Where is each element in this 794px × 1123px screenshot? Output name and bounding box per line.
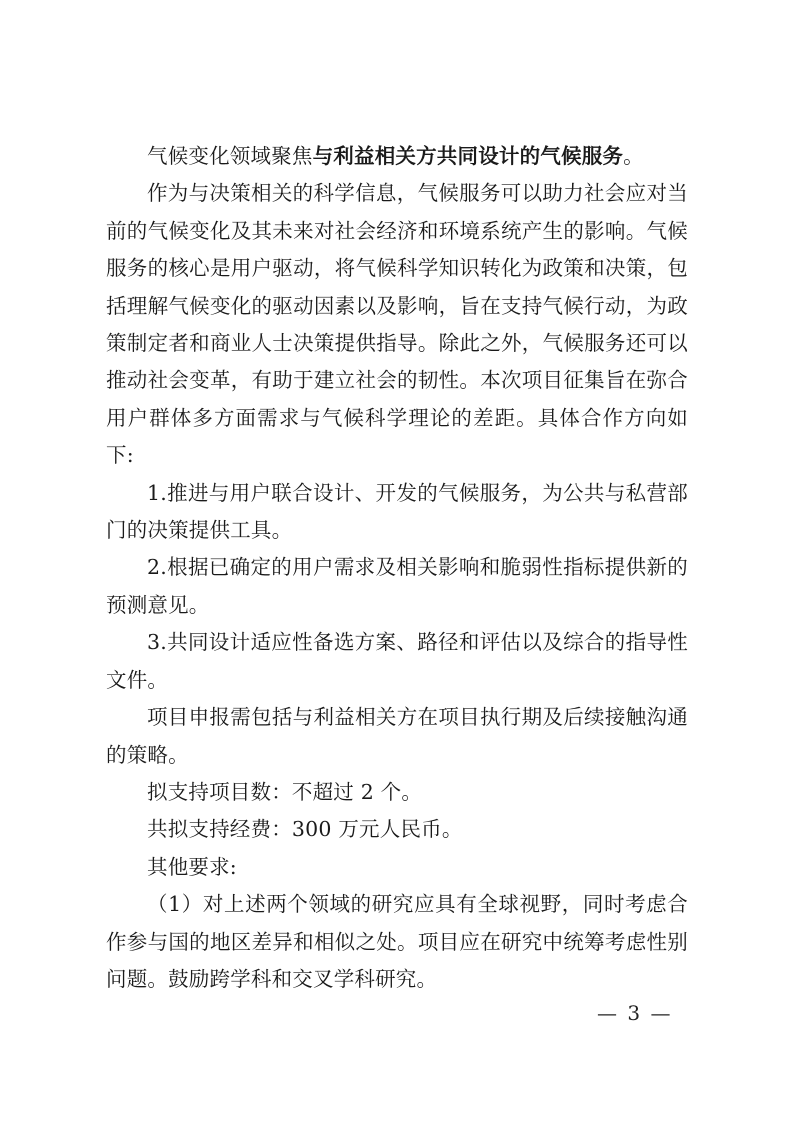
focus-bold-text: 与利益相关方共同设计的气候服务	[312, 144, 624, 168]
paragraph-other-requirements-heading: 其他要求:	[147, 854, 237, 879]
paragraph-direction-3: 3.共同设计适应性备选方案、路径和评估以及综合的指导性文件。	[106, 630, 688, 692]
page-number: — 3 —	[597, 1001, 673, 1025]
paragraph-direction-1: 1.推进与用户联合设计、开发的气候服务，为公共与私营部门的决策提供工具。	[106, 480, 688, 543]
paragraph-funding: 共拟支持经费：300 万元人民币。	[147, 817, 463, 842]
paragraph-requirement-1: （1）对上述两个领域的研究应具有全球视野，同时考虑合作参与国的地区差异和相似之处。项目应在研究中统筹考虑性别问题。鼓励跨学科和交叉学科研究。	[106, 892, 688, 991]
paragraph-climate-services-intro: 作为与决策相关的科学信息，气候服务可以助力社会应对当前的气候变化及其未来对社会经济和环境系统产生的影响。气候服务的核心是用户驱动，将气候科学知识转化为政策和决策，包括理解气候变化的驱动因素以及影响，旨在支持气候行动，为政策制定者和商业人士决策提供指导。除此之外，气候服务还可以推动社会变革，有助于建立社会的韧性。本次项目征集旨在弥合用户群体多方面需求与气候科学理论的差距。具体合作方向如下:	[106, 181, 688, 468]
focus-tail-text: 。	[623, 144, 644, 168]
paragraph-project-count: 拟支持项目数：不超过 2 个。	[147, 779, 423, 804]
paragraph-climate-focus	[106, 138, 688, 175]
paragraph-direction-2: 2.根据已确定的用户需求及相关影响和脆弱性指标提供新的预测意见。	[106, 555, 688, 617]
document-page	[106, 138, 688, 998]
focus-plain-text: 气候变化领域聚焦	[147, 144, 313, 168]
paragraph-stakeholder-strategy: 项目申报需包括与利益相关方在项目执行期及后续接触沟通的策略。	[106, 705, 688, 767]
